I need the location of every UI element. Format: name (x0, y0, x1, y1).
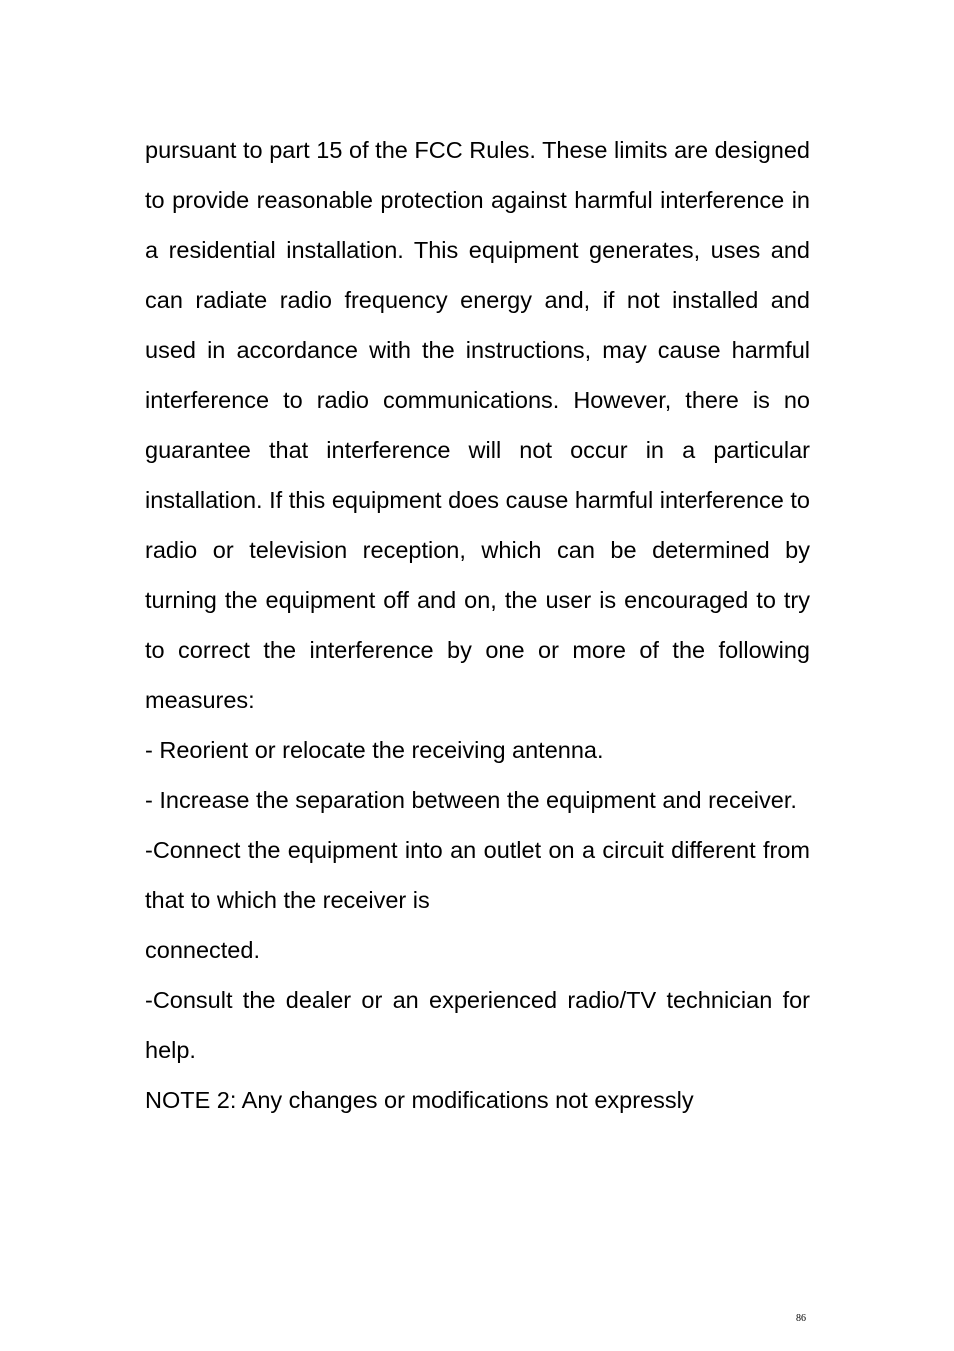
measure-connect-outlet: -Connect the equipment into an outlet on a circuit different from that to which the receiver is (145, 837, 810, 913)
measure-increase-separation: - Increase the separation between the equipment and receiver. (145, 787, 797, 813)
page-body (145, 125, 810, 1125)
fcc-paragraph: pursuant to part 15 of the FCC Rules. These limits are designed to provide reasonable protection against harmful interference in a residential installation. This equipment generates, uses and can radiate radio frequency energy and, if not installed and used in accordance with the instructions, may cause harmful interference to radio communications. However, there is no guarantee that interference will not occur in a particular installation. If this equipment does cause harmful interference to radio or television reception, which can be determined by turning the equipment off and on, the user is encouraged to try to correct the interference by one or more of the following measures: (145, 137, 810, 713)
measure-connect-outlet-continued: connected. (145, 937, 260, 963)
measure-reorient: - Reorient or relocate the receiving antenna. (145, 737, 604, 763)
note-2-paragraph: NOTE 2: Any changes or modifications not expressly (145, 1087, 694, 1113)
page-number: 86 (796, 1313, 806, 1324)
measure-consult-dealer: -Consult the dealer or an experienced radio/TV technician for help. (145, 987, 810, 1063)
